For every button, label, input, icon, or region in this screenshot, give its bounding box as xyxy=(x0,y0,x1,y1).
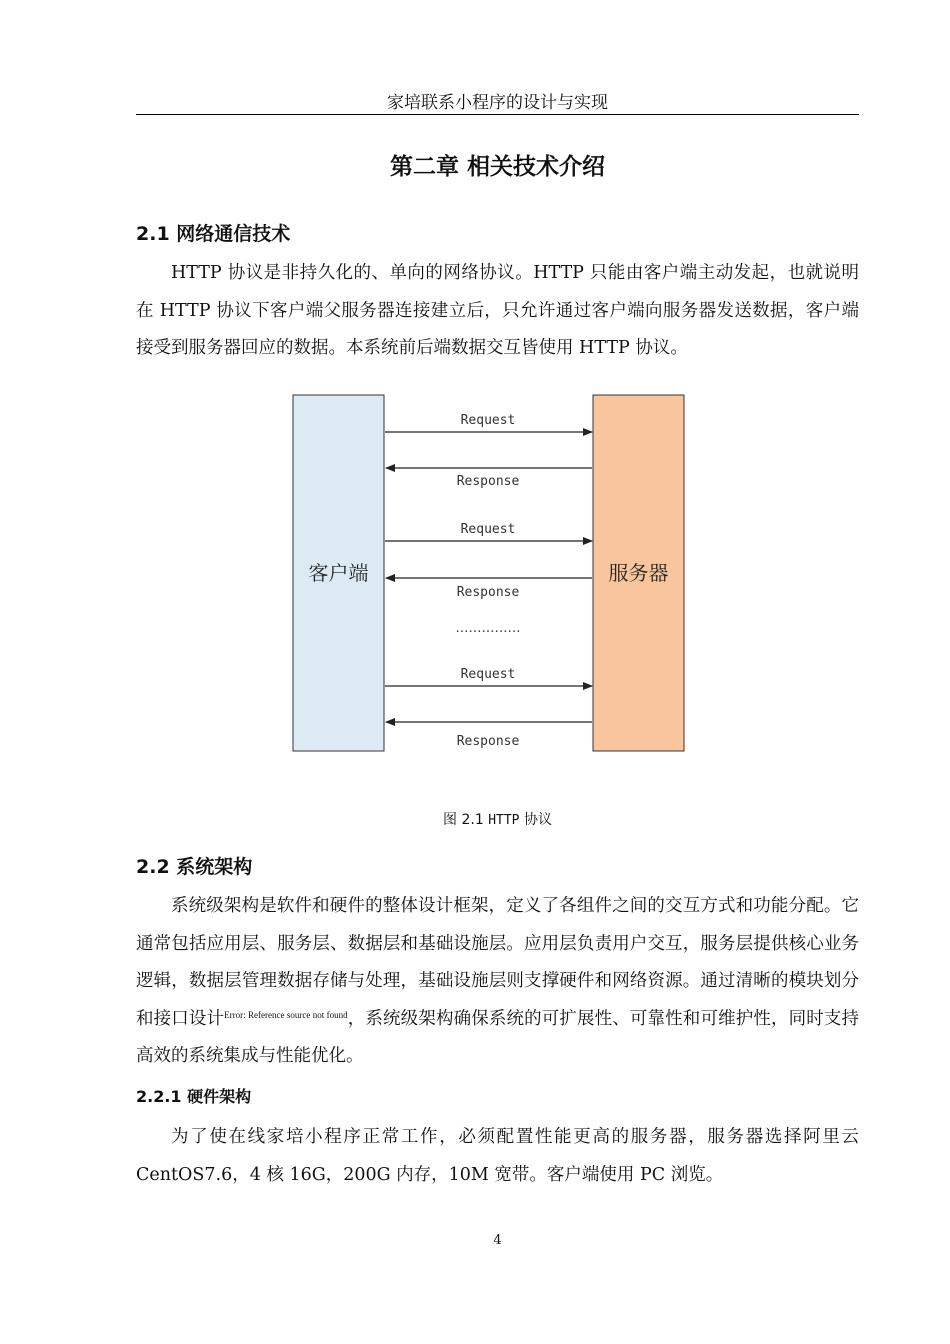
section-heading-2-2-1: 2.2.1 硬件架构 xyxy=(136,1087,252,1106)
section-2-2-paragraph xyxy=(136,888,859,1076)
response-label: Response xyxy=(456,734,520,749)
header-rule xyxy=(136,114,859,115)
http-protocol-figure xyxy=(136,390,859,760)
server-label: 服务器 xyxy=(608,561,669,585)
caption-prefix: 图 2.1 xyxy=(443,812,489,828)
section-2-2-text: 系统级架构是软件和硬件的整体设计框架，定义了各组件之间的交互方式和功能分配。它通常包括应用层、服务层、数据层和基础设施层。应用层负责用户交互，服务层提供核心业务逻辑，数据层管理数据存储与处理，基础设施层则支撑硬件和网络资源。通过清晰的模块划分和接口设计 xyxy=(136,896,859,1029)
response-label: Response xyxy=(456,474,520,489)
caption-suffix: 协议 xyxy=(519,812,552,828)
reference-error: Error: Reference source not found xyxy=(224,1009,348,1020)
request-label: Request xyxy=(460,413,516,428)
section-2-2-1-paragraph: 为了使在线家培小程序正常工作，必须配置性能更高的服务器，服务器选择阿里云 CentOS7.6，4 核 16G，200G 内存，10M 宽带。客户端使用 PC 浏览。 xyxy=(136,1127,859,1185)
ellipsis: …………… xyxy=(455,621,521,636)
client-label: 客户端 xyxy=(308,561,369,585)
section-heading-2-1: 2.1 网络通信技术 xyxy=(136,223,291,245)
response-label: Response xyxy=(456,585,520,600)
http-sequence-diagram xyxy=(136,390,859,760)
request-label: Request xyxy=(460,522,516,537)
chapter-title: 第二章 相关技术介绍 xyxy=(389,154,605,180)
section-2-2-text-end: ，系统级架构确保系统的可扩展性、可靠性和可维护性，同时支持高效的系统集成与性能优化。 xyxy=(136,1008,860,1066)
section-heading-2-2: 2.2 系统架构 xyxy=(136,856,253,878)
request-label: Request xyxy=(460,667,516,682)
caption-protocol: HTTP xyxy=(488,813,520,828)
running-header: 家培联系小程序的设计与实现 xyxy=(387,93,608,113)
page-number: 4 xyxy=(493,1233,502,1248)
figure-caption xyxy=(136,809,859,832)
section-2-1-paragraph: HTTP 协议是非持久化的、单向的网络协议。HTTP 只能由客户端主动发起，也就说明在 HTTP 协议下客户端父服务器连接建立后，只允许通过客户端向服务器发送数据，客户端接受到服务器回应的数据。本系统前后端数据交互皆使用 HTTP 协议。 xyxy=(136,263,859,358)
